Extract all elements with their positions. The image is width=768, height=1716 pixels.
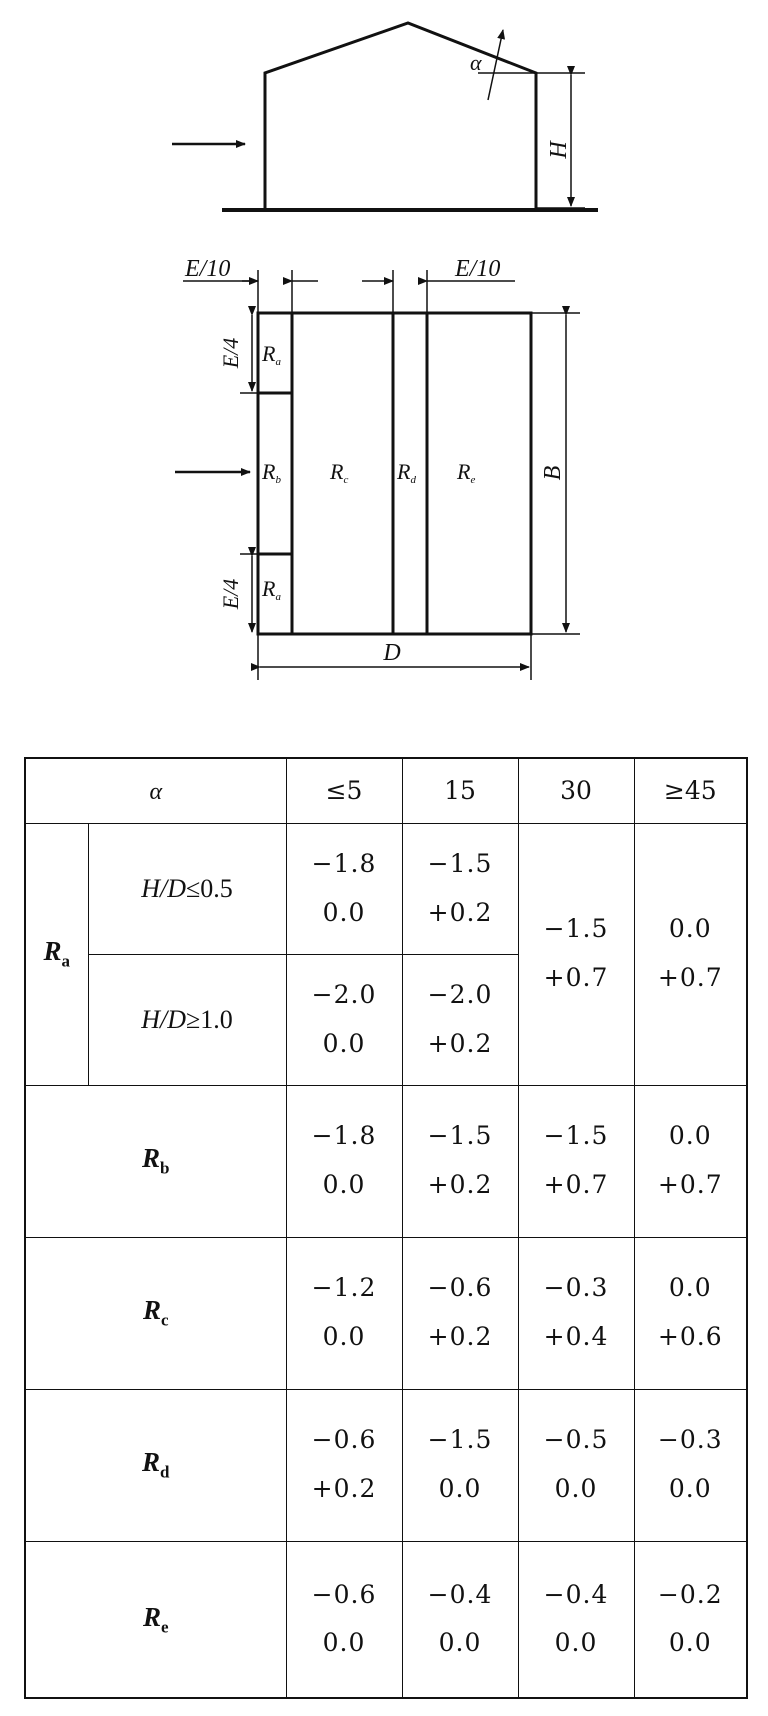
row-label-cell: $R_e$ [25,1541,286,1698]
ra-label: $R_a$ [43,936,70,971]
zone-label-re: Re [457,459,476,486]
table-cell-merged: 0.0 +0.7 [634,823,747,1085]
table-cell: −0.4 0.0 [518,1541,634,1698]
table-cell: −0.3 +0.4 [518,1237,634,1389]
row-label-cell: $R_b$ [25,1085,286,1237]
table-cell: −1.5 +0.7 [518,1085,634,1237]
table-cell: −0.6 +0.2 [402,1237,518,1389]
table-cell: −2.0 +0.2 [402,954,518,1085]
table-cell: −1.5 0.0 [402,1389,518,1541]
zone-label-ra-top: Ra [262,341,281,368]
height-label: H [546,141,572,159]
table-cell-merged: −1.5 +0.7 [518,823,634,1085]
header-col: 30 [518,758,634,823]
table-row-re [25,1541,747,1698]
table-cell: −1.8 0.0 [286,823,402,954]
header-angle-cell [25,758,286,823]
edge-dim-left-label: E/10 [185,256,231,282]
table-cell: 0.0 +0.6 [634,1237,747,1389]
table-cell: −1.5 +0.2 [402,823,518,954]
table-row-ra-1 [25,823,747,954]
table-cell: −0.5 0.0 [518,1389,634,1541]
table-cell: −0.2 0.0 [634,1541,747,1698]
table-cell: −1.2 0.0 [286,1237,402,1389]
ra-condition-1: H/D≤0.5 [88,823,286,954]
table-cell: −0.3 0.0 [634,1389,747,1541]
ra-label-cell [25,823,88,1085]
pressure-coefficient-table [24,757,748,1699]
table-row-rd [25,1389,747,1541]
table-row-rc [25,1237,747,1389]
roof-angle-label: α [470,50,482,75]
ra-condition-2: H/D≥1.0 [88,954,286,1085]
edge-dim-bottom-label: E/4 [218,578,243,610]
header-col: 15 [402,758,518,823]
zone-label-ra-bottom: Ra [262,576,281,603]
table-cell: −0.4 0.0 [402,1541,518,1698]
depth-d-label: D [383,640,401,666]
table-row-rb [25,1085,747,1237]
width-b-label: B [540,465,566,481]
header-angle-symbol: α [149,778,163,805]
edge-dim-top-label: E/4 [218,337,243,369]
zone-label-rd: Rd [397,459,416,486]
building-diagram [0,0,768,700]
elevation-view [172,23,598,210]
table-cell: −0.6 +0.2 [286,1389,402,1541]
building-outline [265,23,536,210]
header-col: ≤5 [286,758,402,823]
plan-view [175,270,580,680]
row-label-cell: $R_d$ [25,1389,286,1541]
zone-label-rb: Rb [262,459,281,486]
table-cell: −1.8 0.0 [286,1085,402,1237]
table-cell: 0.0 +0.7 [634,1085,747,1237]
edge-dim-right-label: E/10 [455,256,501,282]
header-col: ≥45 [634,758,747,823]
table-cell: −2.0 0.0 [286,954,402,1085]
table-header-row [25,758,747,823]
table-cell: −0.6 0.0 [286,1541,402,1698]
angle-normal-arrow [488,30,503,100]
row-label-cell: $R_c$ [25,1237,286,1389]
table-cell: −1.5 +0.2 [402,1085,518,1237]
zone-label-rc: Rc [330,459,349,486]
